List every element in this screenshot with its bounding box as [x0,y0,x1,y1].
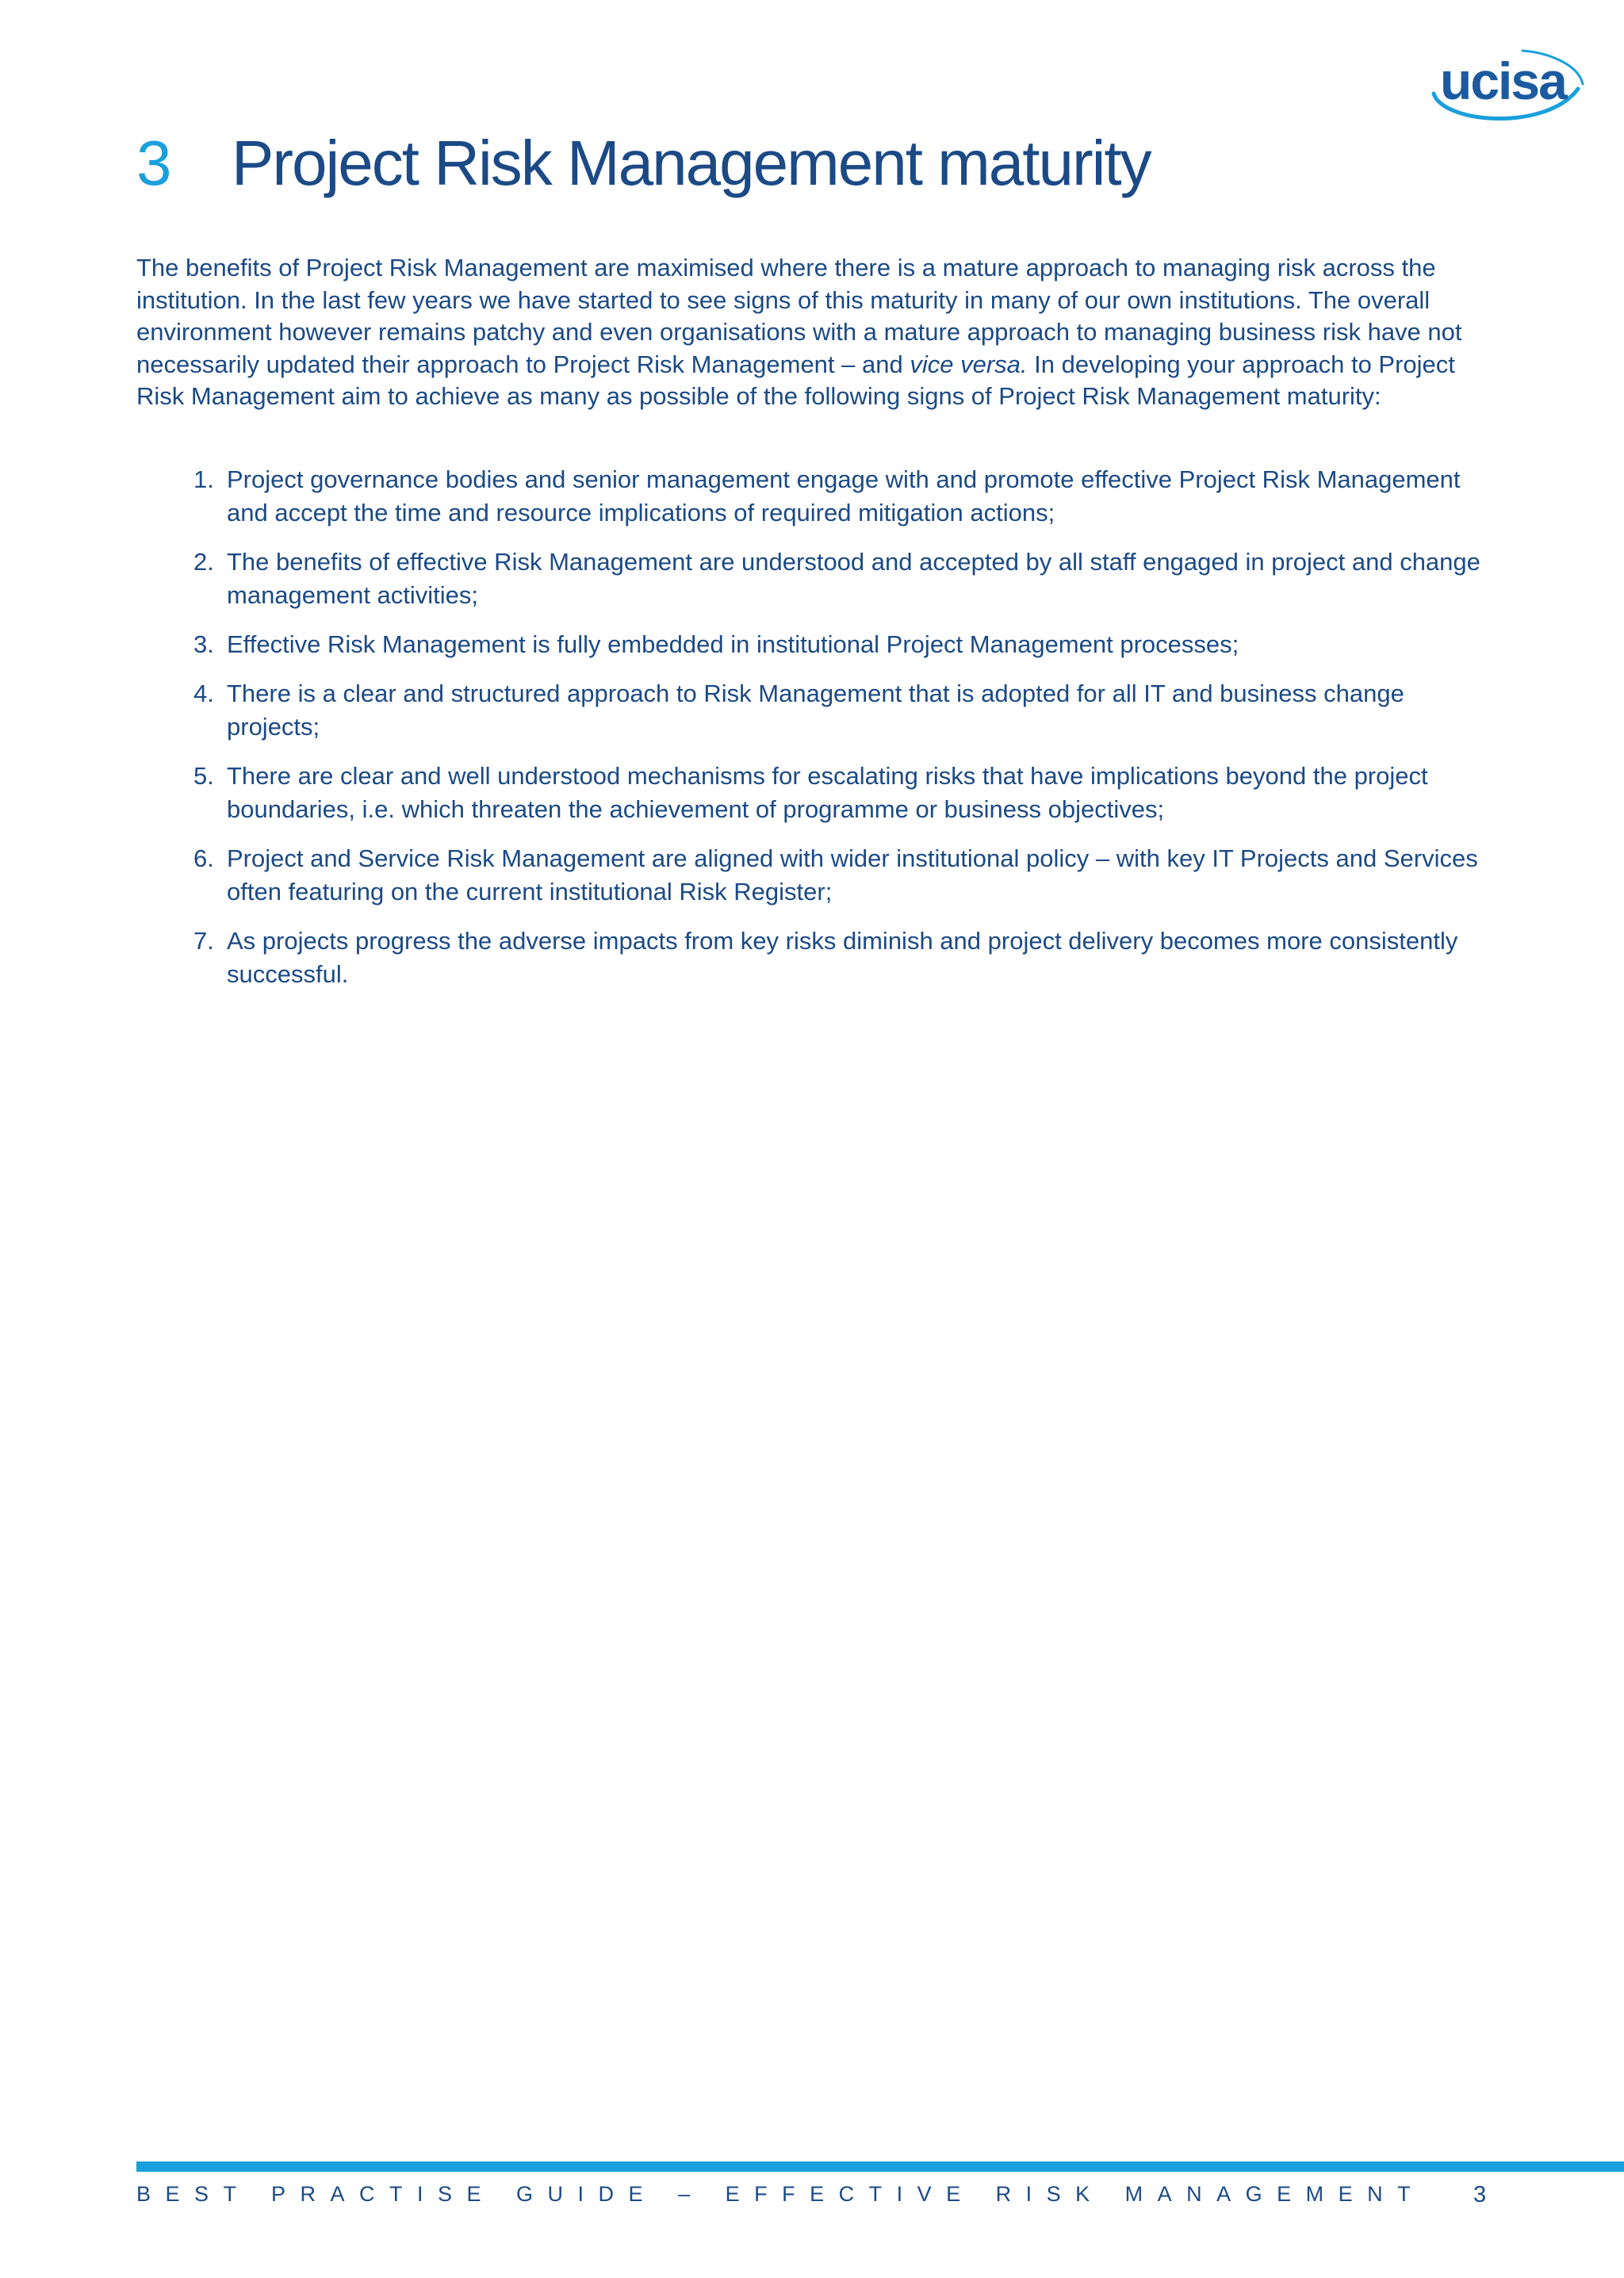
list-item-text: The benefits of effective Risk Management are understood and accepted by all staff engaged in project and change management activities; [227,548,1480,609]
page-title: Project Risk Management maturity [232,128,1151,198]
list-item-text: There are clear and well understood mechanisms for escalating risks that have implications beyond the project boundaries, i.e. which threaten the achievement of programme or business objectives; [227,762,1428,823]
list-item-text: Project and Service Risk Management are aligned with wider institutional policy – with key IT Projects and Services often featuring on the current institutional Risk Register; [227,844,1478,905]
list-item-number: 3. [193,630,214,658]
section-number: 3 [136,128,172,198]
section-heading [136,127,1484,222]
list-item-number: 7. [193,927,214,955]
list-item-number: 1. [193,465,214,493]
intro-paragraph [136,252,1500,413]
page-number: 3 [1473,2182,1487,2207]
list-item [136,760,1500,826]
list-item-number: 5. [193,762,214,790]
list-item [136,546,1500,612]
list-item [136,925,1500,991]
footer-divider [136,2161,1624,2172]
footer-title: BEST PRACTISE GUIDE – EFFECTIVE RISK MANAGEMENT [136,2182,1426,2206]
list-item [136,463,1500,530]
intro-italic: vice versa. [910,350,1028,378]
list-item [136,677,1500,744]
list-item-text: Project governance bodies and senior management engage with and promote effective Project Risk Management and accept the time and resource implications of required mitigation actions; [227,465,1461,526]
list-item-text: As projects progress the adverse impacts from key risks diminish and project delivery becomes more consistently successful. [227,927,1458,988]
list-item-number: 2. [193,548,214,576]
list-item-number: 4. [193,680,214,707]
list-item [136,628,1500,661]
list-item-number: 6. [193,844,214,872]
logo-text: ucisa [1440,52,1566,110]
maturity-list [136,463,1500,1007]
list-item-text: Effective Risk Management is fully embedded in institutional Project Management processes; [227,630,1239,658]
intro-text-a: The benefits of Project Risk Management are maximised where there is a mature approach to managing risk across the institution. In the last few years we have started to see signs of this maturity in many of our own institutions. The overall environment however remains patchy and even organisations with a mature approach to managing business risk have not necessarily updated their approach to Project Risk Management – and [136,254,1462,378]
list-item-text: There is a clear and structured approach to Risk Management that is adopted for all IT and business change projects; [227,680,1404,741]
list-item [136,842,1500,909]
ucisa-logo [1427,44,1586,132]
intro-text-b: In developing your approach to Project Risk Management aim to achieve as many as possible of the following signs of Project Risk Management maturity: [136,350,1455,410]
